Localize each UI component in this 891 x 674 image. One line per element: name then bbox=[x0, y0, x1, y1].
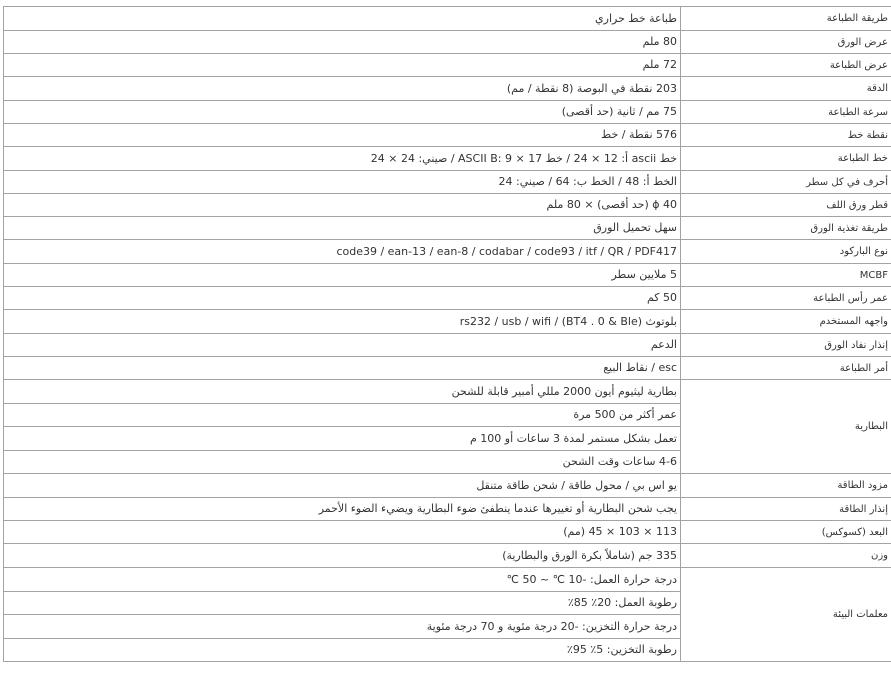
spec-row bbox=[4, 194, 891, 217]
spec-value-cell bbox=[4, 101, 681, 124]
spec-label: خط الطباعة bbox=[681, 147, 891, 171]
spec-label: عرض الورق bbox=[681, 31, 891, 54]
spec-value: يو اس بي / محول طاقة / شحن طاقة متنقل bbox=[476, 478, 677, 492]
spec-value-cell bbox=[4, 310, 681, 334]
spec-value: رطوبة العمل: 20٪ 85٪ bbox=[567, 596, 677, 609]
spec-table bbox=[3, 6, 891, 662]
spec-row bbox=[4, 310, 891, 334]
spec-value: بلوتوث (BT4 . 0 & Ble) / rs232 / usb / wifi bbox=[459, 314, 677, 328]
spec-value: 4-6 ساعات وقت الشحن bbox=[562, 455, 677, 468]
spec-value: درجة حرارة العمل: -10 ℃ ~ 50 ℃ bbox=[506, 572, 677, 586]
spec-row bbox=[4, 54, 891, 77]
spec-label: MCBF bbox=[681, 264, 891, 287]
spec-label: نقطة خط bbox=[681, 124, 891, 147]
spec-row bbox=[4, 474, 891, 498]
spec-value: الخط أ: 48 / الخط ب: 64 / صيني: 24 bbox=[498, 175, 677, 188]
spec-label: إنذار نفاد الورق bbox=[681, 334, 891, 357]
spec-label: البطارية bbox=[681, 380, 891, 474]
spec-row bbox=[4, 380, 891, 404]
spec-label: طريقة تغذية الورق bbox=[681, 217, 891, 240]
spec-value-cell bbox=[4, 7, 681, 31]
spec-value: 203 نقطة في البوصة (8 نقطة / مم) bbox=[506, 81, 677, 95]
spec-value-cell bbox=[4, 474, 681, 498]
spec-value: رطوبة التخزين: 5٪ 95٪ bbox=[566, 643, 677, 656]
spec-value: طباعة خط حراري bbox=[595, 11, 677, 25]
spec-label: إنذار الطاقة bbox=[681, 498, 891, 521]
spec-row bbox=[4, 357, 891, 380]
spec-value-cell bbox=[4, 427, 681, 451]
spec-value-cell bbox=[4, 217, 681, 240]
spec-label: نوع الباركود bbox=[681, 240, 891, 264]
spec-label: معلمات البيئة bbox=[681, 568, 891, 662]
spec-label: أحرف في كل سطر bbox=[681, 171, 891, 194]
spec-value: 80 ملم bbox=[642, 35, 677, 48]
spec-value-cell bbox=[4, 498, 681, 521]
spec-value: 50 كم bbox=[646, 291, 677, 304]
spec-row bbox=[4, 171, 891, 194]
spec-label: أمر الطباعة bbox=[681, 357, 891, 380]
spec-label: مزود الطاقة bbox=[681, 474, 891, 498]
spec-row bbox=[4, 77, 891, 101]
spec-label: الدقة bbox=[681, 77, 891, 101]
spec-label: واجهه المستخدم bbox=[681, 310, 891, 334]
spec-value-cell bbox=[4, 521, 681, 544]
spec-row bbox=[4, 521, 891, 544]
spec-row bbox=[4, 287, 891, 310]
spec-value-cell bbox=[4, 592, 681, 615]
spec-value: 72 ملم bbox=[642, 58, 677, 71]
spec-value-cell bbox=[4, 124, 681, 147]
spec-value-cell bbox=[4, 147, 681, 171]
spec-value: عمر أكثر من 500 مرة bbox=[573, 408, 677, 421]
spec-row bbox=[4, 544, 891, 568]
spec-value-cell bbox=[4, 568, 681, 592]
spec-value: تعمل بشكل مستمر لمدة 3 ساعات أو 100 م bbox=[469, 431, 677, 445]
spec-value: code39 / ean-13 / ean-8 / codabar / code93 / itf / QR / PDF417 bbox=[336, 244, 677, 258]
spec-value: 113 × 103 × 45 (مم) bbox=[563, 525, 677, 538]
spec-row bbox=[4, 147, 891, 171]
spec-row bbox=[4, 498, 891, 521]
spec-value: درجة حرارة التخزين: -20 درجة مئوية و 70 درجة مئوية bbox=[426, 619, 677, 633]
spec-row bbox=[4, 240, 891, 264]
spec-value-cell bbox=[4, 240, 681, 264]
spec-value: 576 نقطة / خط bbox=[601, 128, 677, 141]
spec-value-cell bbox=[4, 451, 681, 474]
spec-value: esc / نقاط البيع bbox=[603, 361, 677, 374]
spec-value: 335 جم (شاملاً بكرة الورق والبطارية) bbox=[502, 548, 677, 562]
spec-row bbox=[4, 334, 891, 357]
spec-value-cell bbox=[4, 544, 681, 568]
spec-value: يجب شحن البطارية أو تغييرها عندما ينطفئ ضوء البطارية ويضيء الضوء الأحمر bbox=[318, 502, 677, 515]
spec-value-cell bbox=[4, 171, 681, 194]
spec-row bbox=[4, 31, 891, 54]
spec-value-cell bbox=[4, 194, 681, 217]
spec-label: قطر ورق اللف bbox=[681, 194, 891, 217]
spec-value-cell bbox=[4, 54, 681, 77]
spec-value-cell bbox=[4, 334, 681, 357]
spec-row bbox=[4, 568, 891, 592]
spec-label: طريقة الطباعة bbox=[681, 7, 891, 31]
spec-row bbox=[4, 217, 891, 240]
spec-value-cell bbox=[4, 287, 681, 310]
spec-value: ϕ 40 (حد أقصى) × 80 ملم bbox=[546, 198, 677, 211]
spec-value-cell bbox=[4, 77, 681, 101]
spec-value: الدعم bbox=[650, 338, 677, 351]
spec-value-cell bbox=[4, 264, 681, 287]
spec-row bbox=[4, 101, 891, 124]
spec-value: بطارية ليثيوم أيون 2000 مللي أمبير قابلة للشحن bbox=[451, 384, 677, 398]
spec-value: سهل تحميل الورق bbox=[593, 221, 677, 234]
spec-row bbox=[4, 7, 891, 31]
spec-label: عمر رأس الطباعة bbox=[681, 287, 891, 310]
spec-row bbox=[4, 124, 891, 147]
spec-label: سرعة الطباعة bbox=[681, 101, 891, 124]
spec-value-cell bbox=[4, 404, 681, 427]
spec-value: 5 ملايين سطر bbox=[611, 268, 677, 281]
spec-value-cell bbox=[4, 31, 681, 54]
spec-label: عرض الطباعة bbox=[681, 54, 891, 77]
spec-label: وزن bbox=[681, 544, 891, 568]
spec-value-cell bbox=[4, 357, 681, 380]
spec-value: خط ascii أ: 12 × 24 / خط 17 × 9 :ASCII B / صيني: 24 × 24 bbox=[370, 151, 677, 165]
spec-row bbox=[4, 264, 891, 287]
spec-label: البعد (كسوكس) bbox=[681, 521, 891, 544]
spec-value-cell bbox=[4, 639, 681, 662]
spec-value-cell bbox=[4, 615, 681, 639]
spec-value: 75 مم / ثانية (حد أقصى) bbox=[561, 105, 677, 118]
spec-value-cell bbox=[4, 380, 681, 404]
